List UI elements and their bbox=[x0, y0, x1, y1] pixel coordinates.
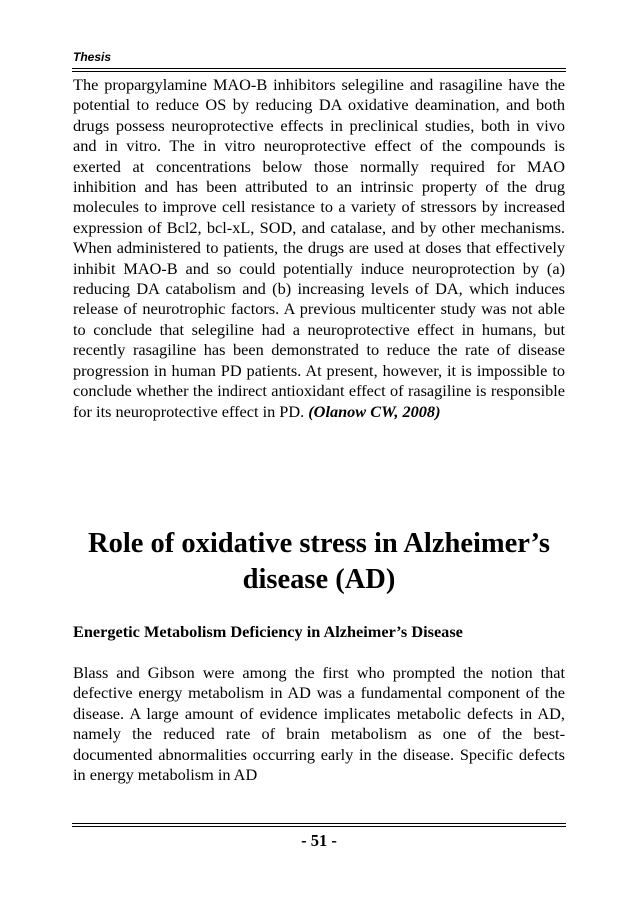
page-number: - 51 - bbox=[301, 831, 337, 850]
header-rule-bottom bbox=[72, 71, 566, 72]
section-heading-line-2: disease (AD) bbox=[242, 564, 396, 595]
header-rule-top bbox=[72, 68, 566, 69]
footer-rule-bottom bbox=[72, 826, 566, 827]
section-heading-line-1: Role of oxidative stress in Alzheimer’s bbox=[88, 528, 550, 559]
section-heading bbox=[73, 526, 565, 598]
subsection-heading: Energetic Metabolism Deficiency in Alzheimer’s Disease bbox=[73, 622, 463, 641]
citation: (Olanow CW, 2008) bbox=[308, 401, 441, 421]
body-paragraph-2: Blass and Gibson were among the first who prompted the notion that defective energy metabolism in AD was a fundamental component of the disease. A large amount of evidence implicates metabolic defects in AD, namely the reduced rate of brain metabolism as one of the best-documented abnormalities occurring early in the disease. Specific defects in energy metabolism in AD bbox=[73, 663, 565, 785]
paragraph-1-text: The propargylamine MAO-B inhibitors selegiline and rasagiline have the potential to reduce OS by reducing DA oxidative deamination, and both drugs possess neuroprotective effects in preclinical studies, both in vivo and in vitro. The in vitro neuroprotective effect of the compounds is exerted at concentrations below those normally required for MAO inhibition and has been attributed to an intrinsic property of the drug molecules to improve cell resistance to a variety of stressors by increased expression of Bcl2, bcl-xL, SOD, and catalase, and by other mechanisms. When administered to patients, the drugs are used at doses that effectively inhibit MAO-B and so could potentially induce neuroprotection by (a) reducing DA catabolism and (b) increasing levels of DA, which induces release of neurotrophic factors. A previous multicenter study was not able to conclude that selegiline had a neuroprotective effect in humans, but recently rasagiline has been demonstrated to reduce the rate of disease progression in human PD patients. At present, however, it is impossible to conclude whether the indirect antioxidant effect of rasagiline is responsible for its neuroprotective effect in PD. bbox=[73, 75, 565, 421]
running-header: Thesis bbox=[73, 50, 112, 64]
footer-rule-top bbox=[72, 823, 566, 824]
body-paragraph-1 bbox=[73, 75, 565, 422]
